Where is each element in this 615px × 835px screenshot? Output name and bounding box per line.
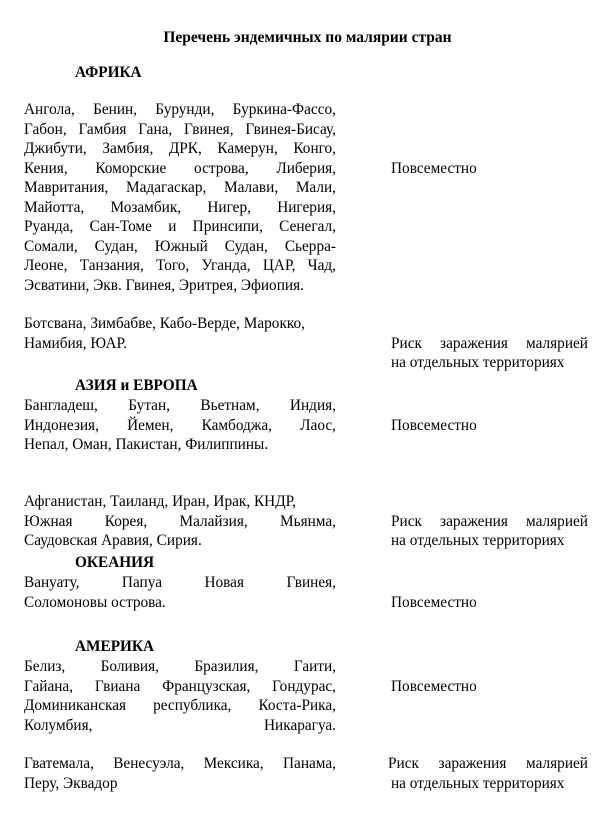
status-partial-risk: на отдельных территориях (391, 774, 565, 792)
status-everywhere: Повсеместно (391, 593, 477, 611)
country-line: Южная Корея, Малайзия, Мьянма, (24, 512, 336, 530)
status-everywhere: Повсеместно (391, 677, 477, 695)
country-line: Саудовская Аравия, Сирия. (24, 532, 202, 549)
status-partial-risk: на отдельных территориях (391, 354, 565, 371)
country-line: Вануату, Папуа Новая Гвинея, (24, 574, 336, 591)
country-line: Эсватини, Экв. Гвинея, Эритрея, Эфиопия. (24, 276, 304, 294)
status-partial-risk: на отдельных территориях (391, 532, 565, 549)
country-line: Доминиканская республика, Коста-Рика, (24, 697, 336, 714)
country-line: Джибути, Замбия, ДРК, Камерун, Конго, (24, 140, 336, 157)
status-everywhere: Повсеместно (391, 159, 477, 177)
country-line: Кения, Коморские острова, Либерия, (24, 159, 336, 177)
country-line: Габон, Гамбия Гана, Гвинея, Гвинея-Бисау, (24, 120, 336, 138)
country-line: Руанда, Сан-Томе и Принсипи, Сенегал, (24, 218, 336, 235)
country-line: Соломоновы острова. (24, 593, 166, 611)
country-line: Ботсвана, Зимбабве, Кабо-Верде, Марокко, (24, 315, 306, 332)
country-line: Леоне, Танзания, Того, Уганда, ЦАР, Чад, (24, 257, 336, 274)
country-line: Ангола, Бенин, Бурунди, Буркина-Фассо, (24, 101, 336, 118)
country-line: Намибия, ЮАР. (24, 334, 127, 352)
region-heading-america: АМЕРИКА (75, 638, 155, 655)
country-line: Бангладеш, Бутан, Вьетнам, Индия, (24, 397, 336, 414)
region-heading-oceania: ОКЕАНИЯ (75, 554, 155, 571)
country-line: Майотта, Мозамбик, Нигер, Нигерия, (24, 198, 336, 216)
status-partial-risk: Риск заражения малярией (391, 512, 588, 530)
status-partial-risk: Риск заражения малярией (388, 755, 588, 772)
region-heading-asia-europe: АЗИЯ и ЕВРОПА (75, 377, 198, 394)
country-line: Перу, Эквадор (24, 774, 118, 792)
region-heading-africa: АФРИКА (75, 64, 142, 81)
country-line: Индонезия, Йемен, Камбоджа, Лаос, (24, 416, 336, 434)
country-line: Гайана, Гвиана Французская, Гондурас, (24, 677, 336, 695)
country-line: Гватемала, Венесуэла, Мексика, Панама, (24, 755, 336, 772)
country-line: Афганистан, Таиланд, Иран, Ирак, КНДР, (24, 493, 297, 510)
status-everywhere: Повсеместно (391, 416, 477, 434)
status-partial-risk: Риск заражения малярией (391, 334, 588, 352)
country-line: Непал, Оман, Пакистан, Филиппины. (24, 436, 269, 453)
country-line: Колумбия, Никарагуа. (24, 716, 336, 734)
country-line: Сомали, Судан, Южный Судан, Сьерра- (24, 237, 336, 255)
country-line: Мавритания, Мадагаскар, Малави, Мали, (24, 179, 336, 196)
page-title: Перечень эндемичных по малярии стран (163, 29, 452, 46)
country-line: Белиз, Боливия, Бразилия, Гаити, (24, 658, 336, 675)
